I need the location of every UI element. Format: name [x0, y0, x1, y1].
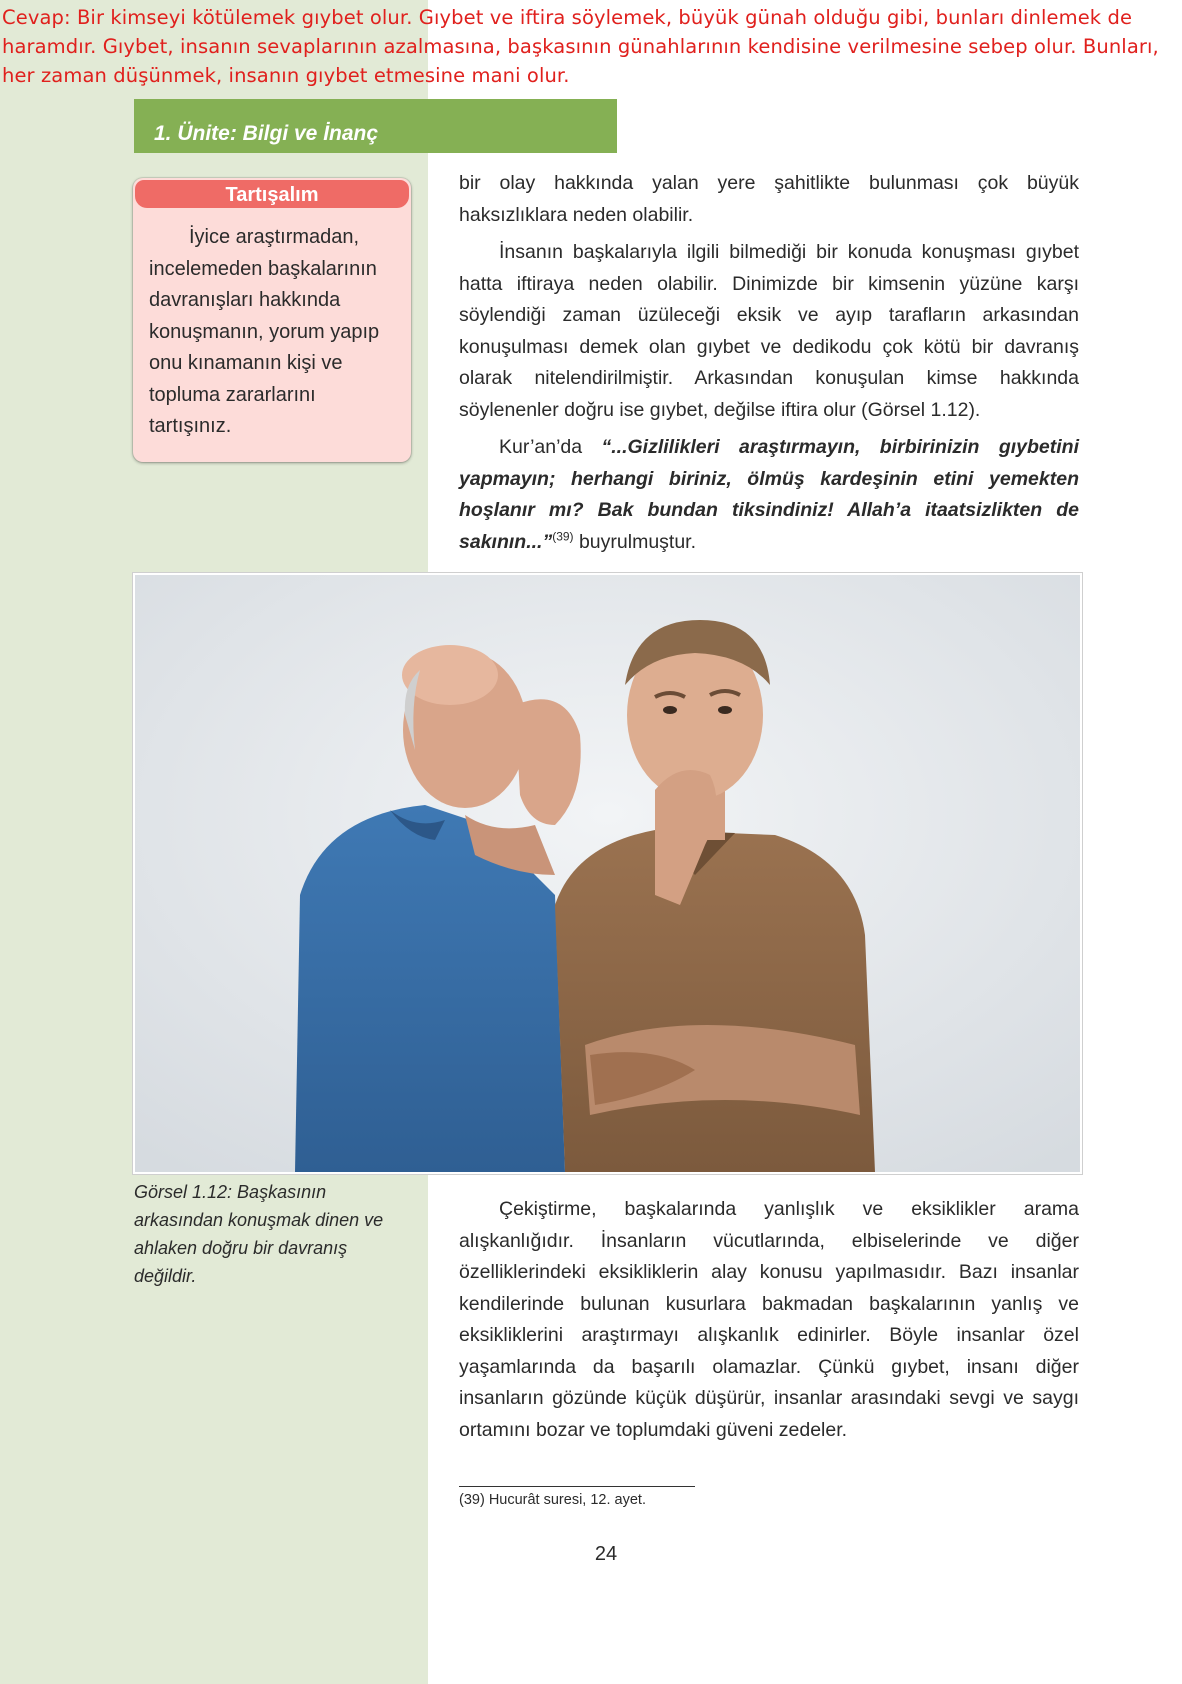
discussion-box: [133, 178, 411, 462]
paragraph-2: İnsanın başkalarıyla ilgili bilmediği bir konuda konuşması gıybet hatta iftiraya neden olabilir. Dinimizde bir kimsenin yüzüne karşı söylendiği zaman üzüleceği eksik ve ayıp tarafların arkasından konuşulması demek olan gıybet ve dedikodu çok kötü bir davranış olarak nitelendirilmiştir. Arkasından konuşulan kimse hakkında söylenenler doğru ise gıybet, değilse iftira olur (Görsel 1.12).: [459, 241, 1079, 421]
footnote: (39) Hucurât suresi, 12. ayet.: [459, 1492, 646, 1508]
paragraph-3: [459, 432, 1079, 558]
footnote-divider: [459, 1486, 695, 1487]
discussion-text: [149, 222, 403, 443]
footnote-ref: (39): [552, 529, 574, 543]
page-number: 24: [594, 1543, 618, 1565]
paragraph-3-tail: buyrulmuştur.: [573, 530, 697, 553]
paragraph-1: bir olay hakkında yalan yere şahitlikte bulunması çok büyük haksızlıklara neden olabilir.: [459, 172, 1079, 226]
quran-quote: “...Gizlilikleri araştırmayın, birbirinizin gıybetini yapmayın; herhangi biriniz, ölmüş kardeşinin etini yemekten hoşlanır mı? Bak bundan tiksindiniz! Allah’a itaatsizlikten de sakının...”: [459, 436, 1080, 553]
paragraph-4: Çekiştirme, başkalarında yanlışlık ve eksiklikler arama alışkanlığıdır. İnsanların vücutlarında, elbiselerinde ve diğer özelliklerindeki eksikliklerin alay konusu yapılmasıdır. Bazı insanlar kendilerinde bulunan kusurlara bakmadan başkalarının yanlış ve eksikliklerini araştırmayı alışkanlık edinirler. Böyle insanlar özel yaşamlarında da başarılı olamazlar. Çünkü gıybet, insanı diğer insanların gözünde küçük düşürür, insanlar arasındaki sevgi ve saygı ortamını bozar ve toplumdaki güveni zedeler.: [459, 1198, 1079, 1441]
unit-header-label: 1. Ünite: Bilgi ve İnanç: [154, 122, 379, 145]
figure-photo: [133, 573, 1082, 1174]
discussion-title: Tartışalım: [135, 180, 409, 208]
answer-text: Cevap: Bir kimseyi kötülemek gıybet olur. Gıybet ve iftira söylemek, büyük günah olduğu gibi, bunları dinlemek de haramdır. Gıybet, insanın sevaplarının azalmasına, başkasının günahlarının kendisine verilmesine sebep olur. Bunları, her zaman düşünmek, insanın gıybet etmesine mani olur.: [2, 6, 1159, 87]
unit-header: [134, 99, 617, 153]
body-column-bottom: [459, 1194, 1079, 1452]
discussion-body: İyice araştırmadan, incelemeden başkalarının davranışları hakkında konuşmanın, yorum yapıp onu kınamanın kişi ve topluma zararlarını tartışınız.: [149, 226, 380, 437]
figure-caption: Görsel 1.12: Başkasının arkasından konuşmak dinen ve ahlaken doğru bir davranış değildir.: [134, 1182, 384, 1286]
paragraph-3-lead: Kur’an’da: [499, 436, 602, 458]
body-column-top: [459, 168, 1079, 564]
